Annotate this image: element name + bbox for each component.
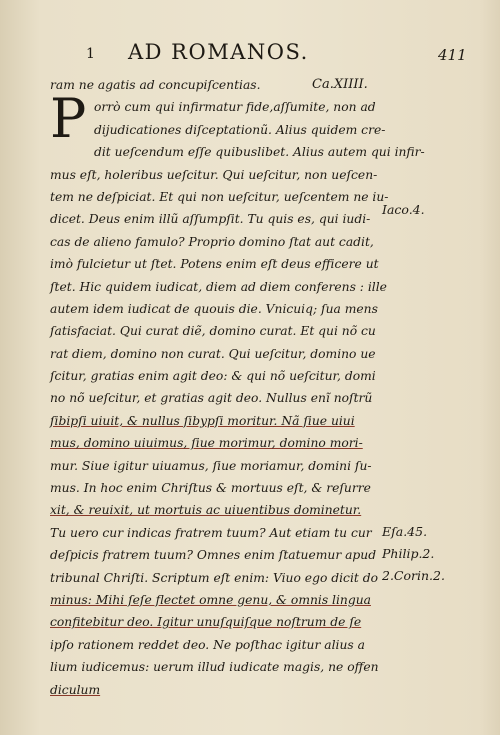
margin-note: 2.Corin.2. (382, 568, 445, 583)
text-line: ſatisfaciat. Qui curat diẽ, domino curat. Et qui nõ cu (50, 324, 376, 339)
text-line: no nõ ueſcitur, et gratias agit deo. Nullus enĩ noſtrũ (50, 391, 373, 406)
text-line: Tu uero cur indicas fratrem tuum? Aut etiam tu cur (50, 525, 372, 540)
drop-capital: P (50, 87, 87, 151)
text-line: dit ueſcendum eſſe quibuslibet. Alius autem qui infir- (94, 145, 425, 160)
margin-note: Philip.2. (382, 546, 435, 561)
text-line: tem ne deſpiciat. Et qui non ueſcitur, ueſcentem ne iu- (50, 189, 389, 204)
text-line: tribunal Chriſti. Scriptum eſt enim: Viuo ego dicit do (50, 570, 379, 585)
page-header (0, 40, 500, 68)
text-line: mus eſt, holeribus ueſcitur. Qui ueſcitur, non ueſcen- (50, 167, 378, 182)
text-line: imò fulcietur ut ſtet. Potens enim eſt deus efficere ut (50, 257, 379, 272)
text-line: dicet. Deus enim illũ aſſumpſit. Tu quis es, qui iudi- (50, 212, 371, 227)
text-line: rat diem, domino non curat. Qui ueſcitur, domino ue (50, 346, 376, 361)
text-line (50, 74, 390, 96)
text-line: dijudicationes diſceptationũ. Alius quidem cre- (94, 122, 386, 137)
running-head: AD ROMANOS. (128, 40, 309, 64)
page-number: 411 (438, 46, 467, 64)
text-line: mus, domino uiuimus, ſiue morimur, domino mori- (50, 436, 363, 451)
text-line: confitebitur deo. Igitur unuſquiſque noſtrum de ſe (50, 615, 362, 630)
text-line: deſpicis fratrem tuum? Omnes enim ſtatuemur apud (50, 548, 377, 563)
text-line: ſtet. Hic quidem iudicat, diem ad diem conferens : ille (50, 279, 387, 294)
text-line: ipſo rationem reddet deo. Ne poſthac igitur alius a (50, 637, 365, 652)
text-line: cas de alieno famulo? Proprio domino ſtat aut cadit, (50, 234, 374, 249)
text-line: orrò cum qui infirmatur fide,aſſumite, non ad (94, 100, 376, 115)
text-line: minus: Mihi ſeſe flectet omne genu, & omnis lingua (50, 592, 371, 607)
margin-note: Eſa.45. (382, 524, 428, 539)
text-line: ſcitur, gratias enim agit deo: & qui nõ ueſcitur, domi (50, 369, 376, 384)
signature-mark: 1 (86, 46, 95, 62)
chapter-label: Ca.XIIII. (312, 77, 368, 92)
margin-note: Iaco.4. (382, 202, 425, 217)
line-text: ram ne agatis ad concupiſcentias. (50, 78, 261, 92)
text-line: mus. In hoc enim Chriſtus & mortuus eſt, & reſurre (50, 481, 371, 496)
text-line: ſibipſi uiuit, & nullus ſibypſi moritur. Nã ſiue uiui (50, 413, 355, 428)
text-line: mur. Siue igitur uiuamus, ſiue moriamur, domini ſu- (50, 458, 372, 473)
text-line: lium iudicemus: uerum illud iudicate magis, ne offen (50, 660, 379, 675)
text-line: diculum (50, 682, 101, 697)
text-line: autem idem iudicat de quouis die. Vnicuiq; ſua mens (50, 301, 378, 316)
text-line: xit, & reuixit, ut mortuis ac uiuentibus dominetur. (50, 503, 362, 518)
